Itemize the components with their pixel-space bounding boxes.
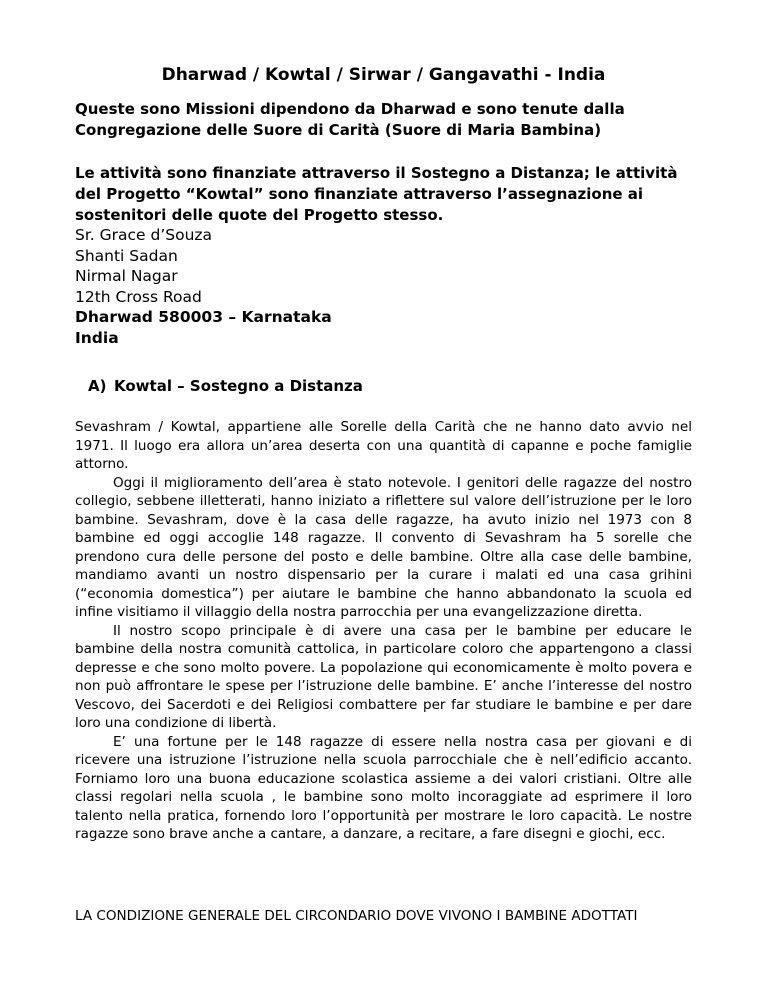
address-area: Nirmal Nagar: [75, 267, 178, 285]
address-block: [75, 225, 692, 348]
address-house: Shanti Sadan: [75, 246, 178, 265]
section-title: Kowtal – Sostegno a Distanza: [114, 377, 363, 395]
body-paragraph: E’ una fortune per le 148 ragazze di essere nella nostra casa per giovani e di ricevere una istruzione l’istruzione nella scuola parrocchiale che è nell’edificio accanto. Forniamo loro una buona educazione scolastica assieme a dei valori cristiani. Oltre alle classi regolari nella scuola , le bambine sono molto incoraggiate ad esprimere il loro talento nella pratica, fornendo loro l’opportunità per mostrare le loro capacità. Le nostre ragazze sono brave anche a cantare, a danzare, a recitare, a fare disegni e giochi, ecc.: [75, 733, 692, 842]
body-text: [75, 418, 692, 844]
address-road: 12th Cross Road: [75, 287, 202, 306]
address-city: Dharwad 580003 – Karnataka: [75, 308, 332, 326]
section-label: A): [88, 377, 107, 395]
document-title: Dharwad / Kowtal / Sirwar / Gangavathi - India: [161, 65, 606, 85]
body-paragraph: Oggi il miglioramento dell’area è stato notevole. I genitori delle ragazze del nostro collegio, sebbene illetterati, hanno iniziato a riflettere sul valore dell’istruzione per le loro bambine. Sevashram, dove è la casa delle ragazze, ha avuto inizio nel 1973 con 8 bambine ed oggi accoglie 148 ragazze. Il convento di Sevashram ha 5 sorelle che prendono cura delle persone del posto e delle bambine. Oltre alla case delle bambine, mandiamo avanti un nostro dispensario per la curare i malati ed una casa grihini (“economia domestica”) per aiutare le bambine che hanno abbandonato la scuola ed infine visitiamo il villaggio della nostra parrocchia per una evangelizzazione diretta.: [75, 474, 692, 620]
address-country: India: [75, 328, 119, 347]
address-name: Sr. Grace d’Souza: [75, 226, 213, 244]
intro-missions-paragraph: Queste sono Missioni dipendono da Dharwad e sono tenute dalla Congregazione delle Suore di Carità (Suore di Maria Bambina): [75, 100, 625, 139]
closing-heading: LA CONDIZIONE GENERALE DEL CIRCONDARIO DOVE VIVONO I BAMBINE ADOTTATI: [75, 908, 638, 924]
intro-funding-paragraph: Le attività sono finanziate attraverso il Sostegno a Distanza; le attività del Progetto “Kowtal” sono finanziate attraverso l’assegnazione ai sostenitori delle quote del Progetto stesso.: [75, 164, 678, 224]
section-heading: [88, 376, 363, 396]
body-paragraph: Il nostro scopo principale è di avere una casa per le bambine per educare le bambine della nostra comunità cattolica, in particolare coloro che appartengono a classi depresse e che sono molto povere. La popolazione qui economicamente è molto povera e non può affrontare le spese per l’istruzione delle bambine. E’ anche l’interesse del nostro Vescovo, dei Sacerdoti e dei Religiosi combattere per far studiare le bambine e per dare loro una condizione di libertà.: [75, 622, 692, 731]
body-paragraph: Sevashram / Kowtal, appartiene alle Sorelle della Carità che ne hanno dato avvio nel 1971. Il luogo era allora un’area deserta con una quantità di capanne e poche famiglie attorno.: [75, 419, 692, 472]
